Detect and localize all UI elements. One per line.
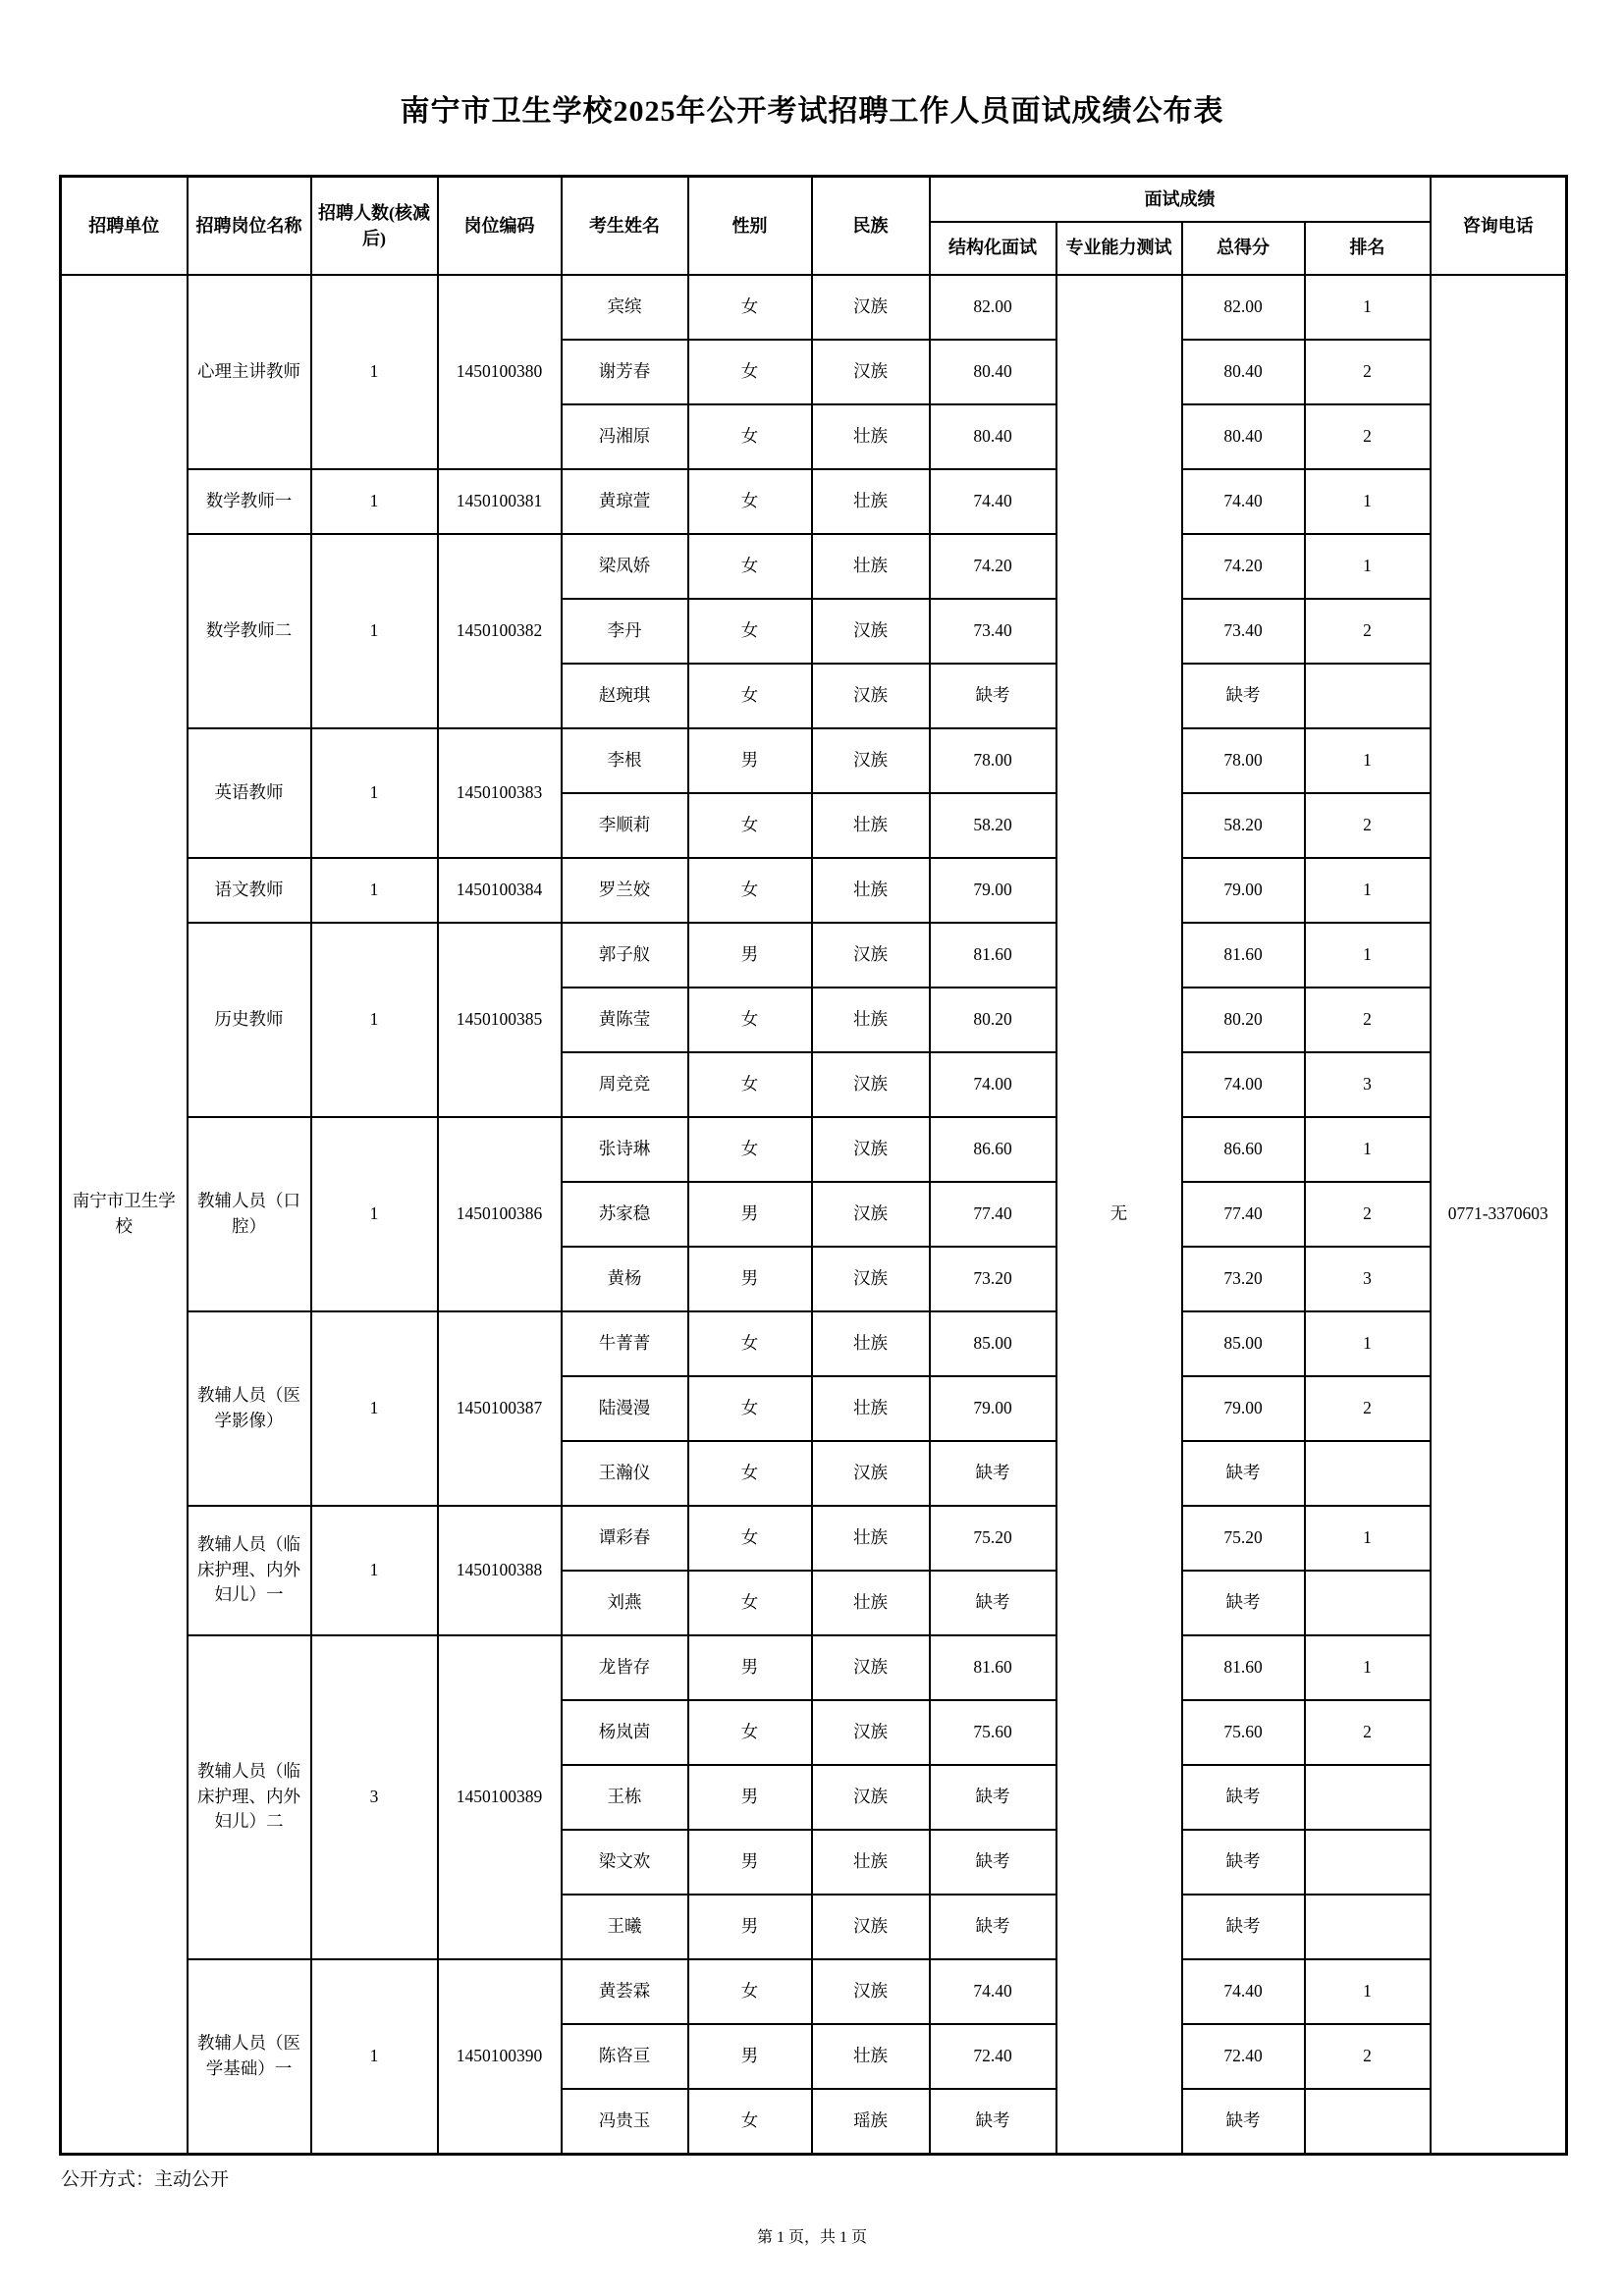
total-score-cell: 74.20: [1182, 534, 1305, 599]
table-row: [61, 469, 1567, 534]
structured-score-cell: 74.00: [930, 1052, 1056, 1117]
structured-score-cell: 72.40: [930, 2024, 1056, 2089]
gender-cell: 女: [688, 469, 812, 534]
gender-cell: 女: [688, 1052, 812, 1117]
gender-cell: 女: [688, 275, 812, 340]
gender-cell: 男: [688, 1635, 812, 1700]
rank-cell: 2: [1305, 2024, 1431, 2089]
position-cell: 心理主讲教师: [188, 275, 311, 469]
candidate-name-cell: 黄琼萱: [562, 469, 688, 534]
total-score-cell: 85.00: [1182, 1311, 1305, 1376]
ethnicity-cell: 壮族: [812, 988, 930, 1052]
structured-score-cell: 73.40: [930, 599, 1056, 664]
structured-score-cell: 80.40: [930, 340, 1056, 404]
structured-score-cell: 78.00: [930, 728, 1056, 793]
page-number-footer: 第 1 页，共 1 页: [756, 2229, 867, 2246]
total-score-cell: 75.60: [1182, 1700, 1305, 1765]
ethnicity-cell: 壮族: [812, 1376, 930, 1441]
structured-score-cell: 81.60: [930, 923, 1056, 988]
ethnicity-cell: 汉族: [812, 1765, 930, 1830]
structured-score-cell: 58.20: [930, 793, 1056, 858]
structured-score-cell: 77.40: [930, 1182, 1056, 1247]
structured-score-cell: 缺考: [930, 1571, 1056, 1635]
candidate-name-cell: 陈咨亘: [562, 2024, 688, 2089]
candidate-name-cell: 罗兰姣: [562, 858, 688, 923]
code-cell: 1450100386: [438, 1117, 562, 1311]
count-cell: 1: [311, 275, 438, 469]
rank-cell: 1: [1305, 275, 1431, 340]
ethnicity-cell: 壮族: [812, 1571, 930, 1635]
ethnicity-cell: 汉族: [812, 340, 930, 404]
candidate-name-cell: 张诗琳: [562, 1117, 688, 1182]
ethnicity-cell: 壮族: [812, 793, 930, 858]
total-score-cell: 78.00: [1182, 728, 1305, 793]
position-cell: 教辅人员（临床护理、内外妇儿）一: [188, 1506, 311, 1635]
code-cell: 1450100380: [438, 275, 562, 469]
header-name: 考生姓名: [562, 177, 688, 275]
candidate-name-cell: 宾缤: [562, 275, 688, 340]
rank-cell: 1: [1305, 1635, 1431, 1700]
position-cell: 教辅人员（医学基础）一: [188, 1959, 311, 2155]
gender-cell: 女: [688, 1376, 812, 1441]
ethnicity-cell: 汉族: [812, 1117, 930, 1182]
ethnicity-cell: 汉族: [812, 1635, 930, 1700]
gender-cell: 女: [688, 2089, 812, 2155]
header-ethnicity: 民族: [812, 177, 930, 275]
gender-cell: 男: [688, 1830, 812, 1895]
header-gender: 性别: [688, 177, 812, 275]
gender-cell: 男: [688, 1182, 812, 1247]
position-cell: 教辅人员（临床护理、内外妇儿）二: [188, 1635, 311, 1959]
table-body: [61, 275, 1567, 2155]
rank-cell: [1305, 1441, 1431, 1506]
structured-score-cell: 82.00: [930, 275, 1056, 340]
count-cell: 1: [311, 728, 438, 858]
structured-score-cell: 80.40: [930, 404, 1056, 469]
gender-cell: 女: [688, 988, 812, 1052]
structured-score-cell: 79.00: [930, 1376, 1056, 1441]
gender-cell: 女: [688, 599, 812, 664]
structured-score-cell: 缺考: [930, 1441, 1056, 1506]
candidate-name-cell: 李顺莉: [562, 793, 688, 858]
structured-score-cell: 缺考: [930, 1895, 1056, 1959]
total-score-cell: 80.40: [1182, 404, 1305, 469]
total-score-cell: 77.40: [1182, 1182, 1305, 1247]
structured-score-cell: 缺考: [930, 1765, 1056, 1830]
ethnicity-cell: 瑶族: [812, 2089, 930, 2155]
count-cell: 3: [311, 1635, 438, 1959]
header-row-1: [61, 177, 1567, 222]
gender-cell: 女: [688, 534, 812, 599]
candidate-name-cell: 梁文欢: [562, 1830, 688, 1895]
ethnicity-cell: 汉族: [812, 1052, 930, 1117]
count-cell: 1: [311, 469, 438, 534]
count-cell: 1: [311, 858, 438, 923]
rank-cell: 1: [1305, 858, 1431, 923]
ethnicity-cell: 壮族: [812, 1506, 930, 1571]
candidate-name-cell: 杨岚茵: [562, 1700, 688, 1765]
position-cell: 数学教师二: [188, 534, 311, 728]
structured-score-cell: 74.20: [930, 534, 1056, 599]
gender-cell: 女: [688, 1311, 812, 1376]
structured-score-cell: 74.40: [930, 1959, 1056, 2024]
total-score-cell: 缺考: [1182, 1441, 1305, 1506]
unit-cell: 南宁市卫生学校: [61, 275, 188, 2155]
header-total: 总得分: [1182, 222, 1305, 275]
rank-cell: 1: [1305, 534, 1431, 599]
rank-cell: 1: [1305, 469, 1431, 534]
total-score-cell: 82.00: [1182, 275, 1305, 340]
disclosure-note: 公开方式：主动公开: [61, 2168, 230, 2190]
structured-score-cell: 81.60: [930, 1635, 1056, 1700]
count-cell: 1: [311, 923, 438, 1117]
rank-cell: [1305, 1895, 1431, 1959]
total-score-cell: 74.00: [1182, 1052, 1305, 1117]
position-cell: 教辅人员（口腔）: [188, 1117, 311, 1311]
candidate-name-cell: 谭彩春: [562, 1506, 688, 1571]
total-score-cell: 79.00: [1182, 1376, 1305, 1441]
rank-cell: 2: [1305, 340, 1431, 404]
structured-score-cell: 79.00: [930, 858, 1056, 923]
ethnicity-cell: 汉族: [812, 728, 930, 793]
total-score-cell: 80.20: [1182, 988, 1305, 1052]
table-row: [61, 534, 1567, 599]
total-score-cell: 缺考: [1182, 1830, 1305, 1895]
structured-score-cell: 缺考: [930, 664, 1056, 728]
rank-cell: [1305, 2089, 1431, 2155]
header-rank: 排名: [1305, 222, 1431, 275]
ethnicity-cell: 汉族: [812, 1441, 930, 1506]
candidate-name-cell: 黄荟霖: [562, 1959, 688, 2024]
total-score-cell: 缺考: [1182, 1895, 1305, 1959]
total-score-cell: 79.00: [1182, 858, 1305, 923]
ethnicity-cell: 汉族: [812, 1959, 930, 2024]
code-cell: 1450100387: [438, 1311, 562, 1506]
ethnicity-cell: 汉族: [812, 664, 930, 728]
candidate-name-cell: 王栋: [562, 1765, 688, 1830]
candidate-name-cell: 黄杨: [562, 1247, 688, 1311]
total-score-cell: 81.60: [1182, 923, 1305, 988]
candidate-name-cell: 冯贵玉: [562, 2089, 688, 2155]
candidate-name-cell: 郭子舣: [562, 923, 688, 988]
rank-cell: 3: [1305, 1052, 1431, 1117]
structured-score-cell: 缺考: [930, 2089, 1056, 2155]
candidate-name-cell: 王瀚仪: [562, 1441, 688, 1506]
position-cell: 历史教师: [188, 923, 311, 1117]
gender-cell: 女: [688, 1700, 812, 1765]
ethnicity-cell: 壮族: [812, 534, 930, 599]
rank-cell: 1: [1305, 1311, 1431, 1376]
header-unit: 招聘单位: [61, 177, 188, 275]
total-score-cell: 缺考: [1182, 2089, 1305, 2155]
table-row: [61, 1635, 1567, 1700]
gender-cell: 女: [688, 1571, 812, 1635]
total-score-cell: 73.40: [1182, 599, 1305, 664]
professional-test-cell: 无: [1056, 275, 1182, 2155]
ethnicity-cell: 壮族: [812, 858, 930, 923]
gender-cell: 女: [688, 1506, 812, 1571]
total-score-cell: 86.60: [1182, 1117, 1305, 1182]
gender-cell: 男: [688, 1247, 812, 1311]
position-cell: 数学教师一: [188, 469, 311, 534]
rank-cell: 1: [1305, 728, 1431, 793]
rank-cell: 2: [1305, 1376, 1431, 1441]
candidate-name-cell: 赵琬琪: [562, 664, 688, 728]
structured-score-cell: 80.20: [930, 988, 1056, 1052]
structured-score-cell: 86.60: [930, 1117, 1056, 1182]
table-row: [61, 1506, 1567, 1571]
position-cell: 教辅人员（医学影像）: [188, 1311, 311, 1506]
total-score-cell: 72.40: [1182, 2024, 1305, 2089]
rank-cell: 2: [1305, 1182, 1431, 1247]
total-score-cell: 81.60: [1182, 1635, 1305, 1700]
gender-cell: 男: [688, 728, 812, 793]
rank-cell: [1305, 1765, 1431, 1830]
ethnicity-cell: 汉族: [812, 923, 930, 988]
page-title: 南宁市卫生学校2025年公开考试招聘工作人员面试成绩公布表: [400, 95, 1224, 128]
ethnicity-cell: 汉族: [812, 1182, 930, 1247]
rank-cell: 1: [1305, 1117, 1431, 1182]
code-cell: 1450100381: [438, 469, 562, 534]
gender-cell: 男: [688, 2024, 812, 2089]
candidate-name-cell: 李根: [562, 728, 688, 793]
count-cell: 1: [311, 1117, 438, 1311]
ethnicity-cell: 汉族: [812, 1700, 930, 1765]
ethnicity-cell: 汉族: [812, 1247, 930, 1311]
header-professional: 专业能力测试: [1056, 222, 1182, 275]
header-code: 岗位编码: [438, 177, 562, 275]
total-score-cell: 缺考: [1182, 1765, 1305, 1830]
code-cell: 1450100382: [438, 534, 562, 728]
gender-cell: 女: [688, 664, 812, 728]
position-cell: 英语教师: [188, 728, 311, 858]
code-cell: 1450100389: [438, 1635, 562, 1959]
ethnicity-cell: 汉族: [812, 275, 930, 340]
candidate-name-cell: 李丹: [562, 599, 688, 664]
position-cell: 语文教师: [188, 858, 311, 923]
header-interview-group: 面试成绩: [930, 177, 1431, 222]
gender-cell: 男: [688, 1895, 812, 1959]
total-score-cell: 74.40: [1182, 1959, 1305, 2024]
structured-score-cell: 缺考: [930, 1830, 1056, 1895]
rank-cell: 2: [1305, 1700, 1431, 1765]
rank-cell: 2: [1305, 404, 1431, 469]
rank-cell: [1305, 1571, 1431, 1635]
code-cell: 1450100388: [438, 1506, 562, 1635]
candidate-name-cell: 谢芳春: [562, 340, 688, 404]
code-cell: 1450100384: [438, 858, 562, 923]
table-row: [61, 923, 1567, 988]
candidate-name-cell: 苏家稳: [562, 1182, 688, 1247]
total-score-cell: 75.20: [1182, 1506, 1305, 1571]
count-cell: 1: [311, 534, 438, 728]
ethnicity-cell: 汉族: [812, 1895, 930, 1959]
total-score-cell: 58.20: [1182, 793, 1305, 858]
ethnicity-cell: 壮族: [812, 1830, 930, 1895]
table-header: [61, 177, 1567, 275]
structured-score-cell: 73.20: [930, 1247, 1056, 1311]
header-phone: 咨询电话: [1431, 177, 1567, 275]
ethnicity-cell: 壮族: [812, 1311, 930, 1376]
rank-cell: 1: [1305, 1506, 1431, 1571]
count-cell: 1: [311, 1959, 438, 2155]
code-cell: 1450100390: [438, 1959, 562, 2155]
structured-score-cell: 74.40: [930, 469, 1056, 534]
gender-cell: 女: [688, 1959, 812, 2024]
candidate-name-cell: 牛菁菁: [562, 1311, 688, 1376]
candidate-name-cell: 王曦: [562, 1895, 688, 1959]
gender-cell: 女: [688, 1117, 812, 1182]
code-cell: 1450100385: [438, 923, 562, 1117]
candidate-name-cell: 梁凤娇: [562, 534, 688, 599]
total-score-cell: 80.40: [1182, 340, 1305, 404]
rank-cell: [1305, 1830, 1431, 1895]
table-row: [61, 1959, 1567, 2024]
table-row: [61, 1311, 1567, 1376]
count-cell: 1: [311, 1506, 438, 1635]
count-cell: 1: [311, 1311, 438, 1506]
gender-cell: 女: [688, 858, 812, 923]
rank-cell: [1305, 664, 1431, 728]
ethnicity-cell: 壮族: [812, 404, 930, 469]
candidate-name-cell: 周竞竞: [562, 1052, 688, 1117]
structured-score-cell: 75.60: [930, 1700, 1056, 1765]
rank-cell: 2: [1305, 793, 1431, 858]
candidate-name-cell: 冯湘原: [562, 404, 688, 469]
structured-score-cell: 75.20: [930, 1506, 1056, 1571]
rank-cell: 1: [1305, 1959, 1431, 2024]
total-score-cell: 73.20: [1182, 1247, 1305, 1311]
gender-cell: 男: [688, 1765, 812, 1830]
score-table: [59, 175, 1568, 2156]
candidate-name-cell: 刘燕: [562, 1571, 688, 1635]
header-structured: 结构化面试: [930, 222, 1056, 275]
phone-cell: 0771-3370603: [1431, 275, 1567, 2155]
candidate-name-cell: 龙皆存: [562, 1635, 688, 1700]
gender-cell: 女: [688, 340, 812, 404]
structured-score-cell: 85.00: [930, 1311, 1056, 1376]
total-score-cell: 缺考: [1182, 1571, 1305, 1635]
ethnicity-cell: 壮族: [812, 2024, 930, 2089]
gender-cell: 女: [688, 1441, 812, 1506]
gender-cell: 女: [688, 793, 812, 858]
code-cell: 1450100383: [438, 728, 562, 858]
total-score-cell: 74.40: [1182, 469, 1305, 534]
candidate-name-cell: 陆漫漫: [562, 1376, 688, 1441]
table-row: [61, 1117, 1567, 1182]
rank-cell: 1: [1305, 923, 1431, 988]
ethnicity-cell: 壮族: [812, 469, 930, 534]
table-row: [61, 728, 1567, 793]
rank-cell: 2: [1305, 988, 1431, 1052]
total-score-cell: 缺考: [1182, 664, 1305, 728]
header-position: 招聘岗位名称: [188, 177, 311, 275]
rank-cell: 3: [1305, 1247, 1431, 1311]
header-count: 招聘人数(核减后): [311, 177, 438, 275]
rank-cell: 2: [1305, 599, 1431, 664]
gender-cell: 女: [688, 404, 812, 469]
table-row: [61, 858, 1567, 923]
gender-cell: 男: [688, 923, 812, 988]
table-row: [61, 275, 1567, 340]
ethnicity-cell: 汉族: [812, 599, 930, 664]
candidate-name-cell: 黄陈莹: [562, 988, 688, 1052]
